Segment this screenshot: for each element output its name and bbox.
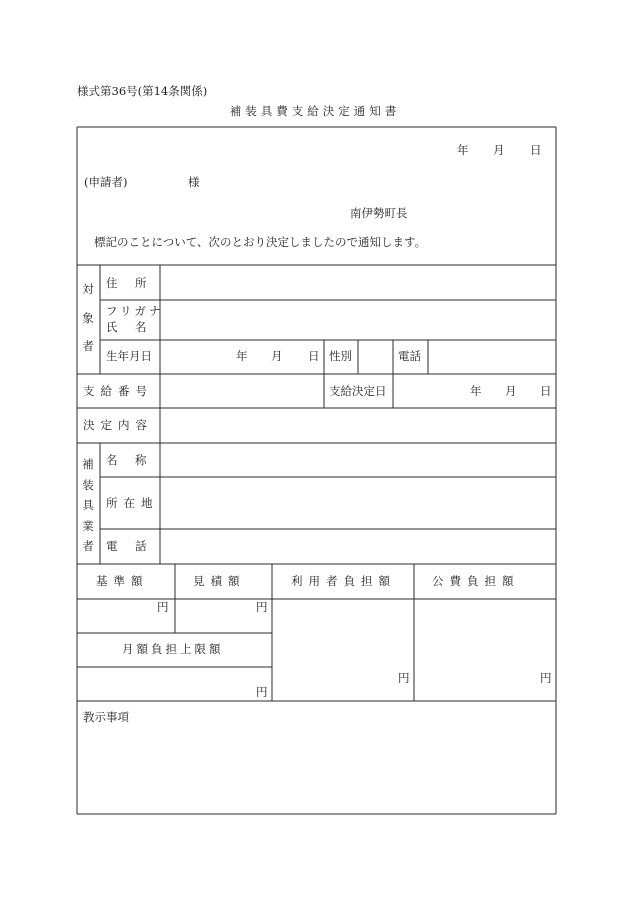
birthdate-label: 生年月日: [106, 349, 152, 363]
furigana-label: フリガナ: [106, 304, 164, 318]
birth-month: 月: [271, 349, 283, 363]
standard-amount-label: 基準額: [96, 574, 149, 588]
decision-content-label: 決定内容: [83, 418, 153, 432]
monthly-limit-yen: 円: [256, 685, 268, 699]
decision-date-month: 月: [505, 384, 517, 398]
subject-group-char: 対: [82, 282, 94, 296]
notice-date-month: 月: [493, 143, 505, 157]
decision-date-day: 日: [540, 384, 552, 398]
birth-year: 年: [236, 349, 248, 363]
estimate-amount-label: 見積額: [193, 574, 246, 588]
standard-amount-yen: 円: [157, 600, 169, 614]
document-title: 補装具費支給決定通知書: [229, 104, 401, 118]
subject-group-char: 象: [82, 310, 94, 325]
notice-date-day: 日: [530, 143, 542, 157]
applicant-label: (申請者): [84, 175, 128, 189]
vendor-group-char: 者: [82, 539, 94, 553]
vendor-group-char: 業: [82, 518, 94, 533]
vendor-phone-label: 電 話: [106, 539, 150, 553]
gender-label: 性別: [329, 349, 352, 363]
phone-label: 電話: [398, 349, 421, 363]
address-label: 住 所: [106, 276, 150, 290]
decision-date-year: 年: [470, 384, 482, 398]
public-burden-label: 公費負担額: [432, 574, 520, 588]
issuer-name: 南伊勢町長: [350, 206, 408, 220]
user-burden-label: 利用者負担額: [291, 574, 396, 588]
birth-day: 日: [308, 349, 320, 363]
vendor-location-label: 所在地: [106, 496, 159, 510]
vendor-group-char: 装: [82, 477, 94, 492]
form-reference: 様式第36号(第14条関係): [77, 84, 208, 98]
honorific: 様: [188, 175, 200, 189]
estimate-amount-yen: 円: [256, 600, 268, 614]
vendor-group-char: 具: [82, 498, 94, 512]
vendor-name-label: 名 称: [106, 453, 150, 467]
instructions-label: 教示事項: [83, 710, 129, 724]
public-burden-yen: 円: [540, 671, 552, 685]
user-burden-yen: 円: [398, 671, 410, 685]
decision-date-label: 支給決定日: [329, 384, 387, 398]
subject-group-label: [80, 284, 96, 353]
vendor-group-char: 補: [82, 457, 94, 471]
vendor-group-label: [80, 459, 96, 553]
notice-date-year: 年: [457, 143, 469, 157]
monthly-limit-label: 月額負担上限額: [122, 642, 224, 656]
subject-group-char: 者: [82, 339, 94, 353]
name-label: 氏 名: [106, 320, 150, 334]
payment-number-label: 支給番号: [83, 384, 153, 398]
notice-body-text: 標記のことについて、次のとおり決定しましたので通知します。: [94, 235, 427, 249]
